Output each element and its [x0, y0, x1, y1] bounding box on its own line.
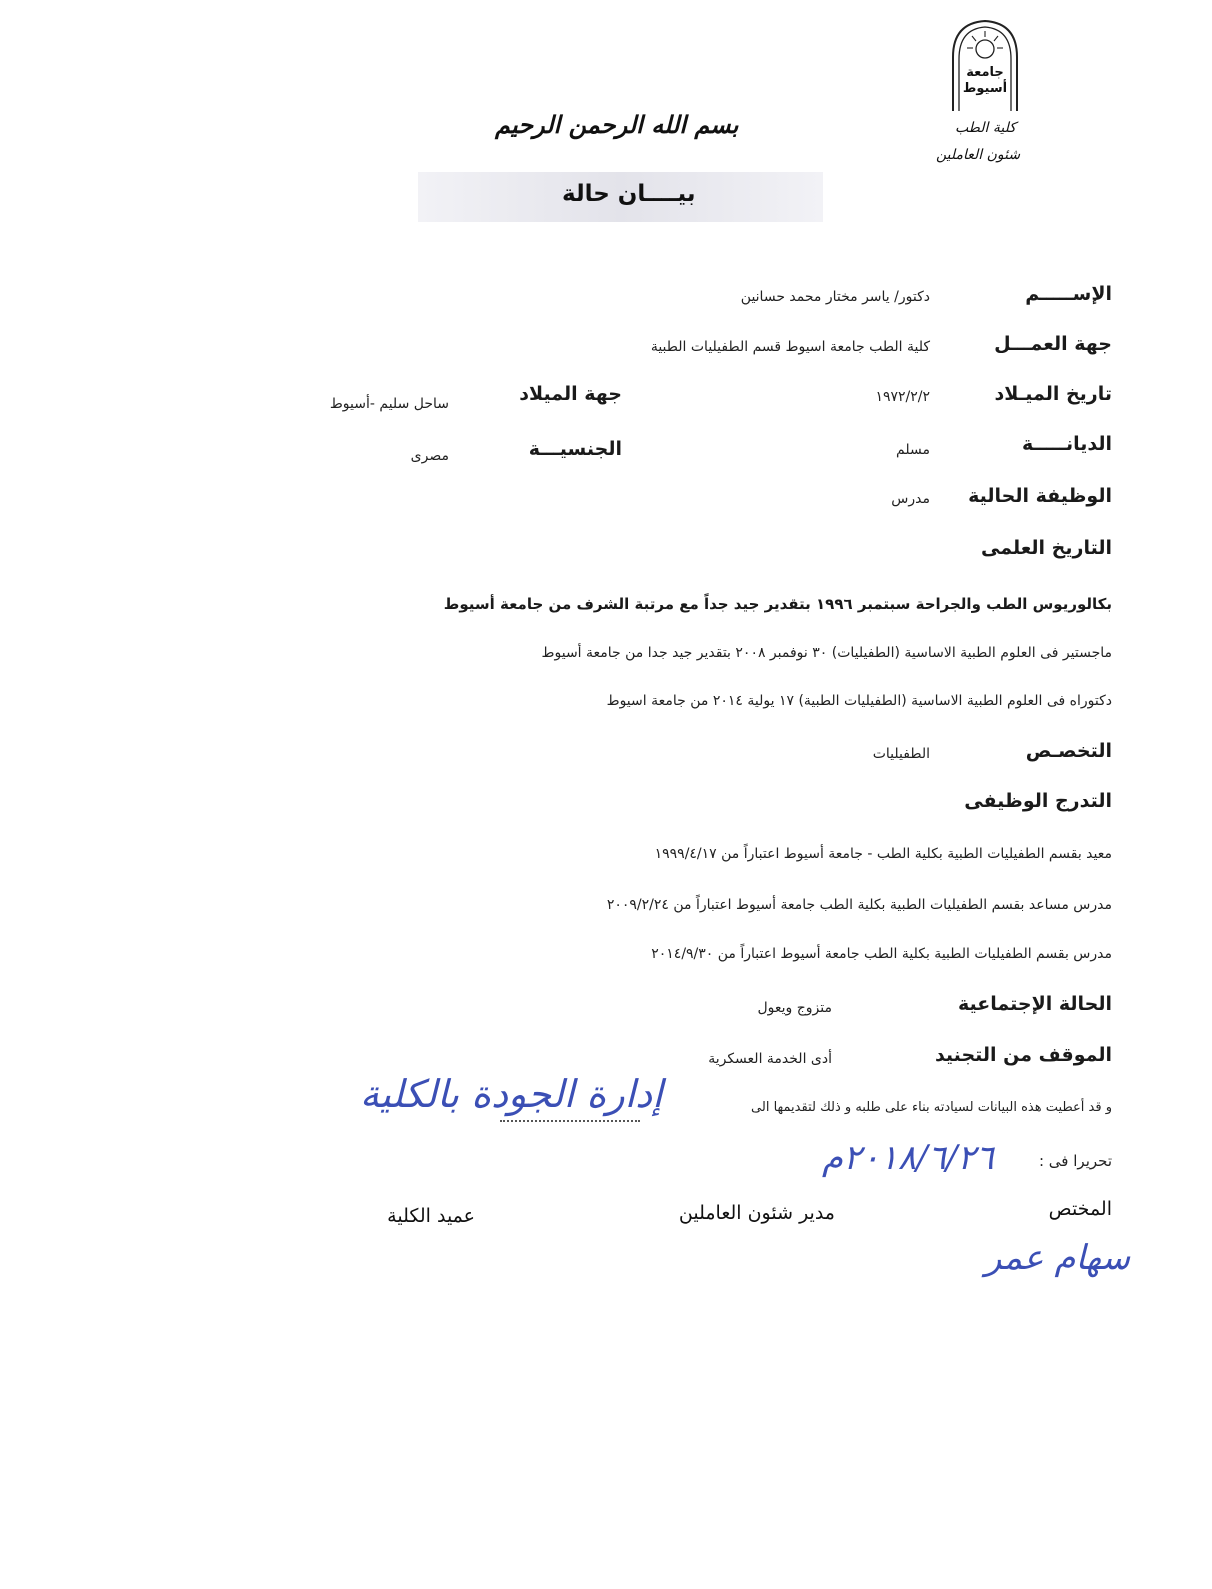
statement-dotted-line — [500, 1120, 640, 1122]
current-job-value: مدرس — [891, 491, 930, 507]
birth-date-value: ١٩٧٢/٢/٢ — [875, 389, 930, 405]
signatory-official: المختص — [1048, 1198, 1112, 1220]
career-item: مدرس مساعد بقسم الطفيليات الطبية بكلية الطب جامعة أسيوط اعتباراً من ٢٠٠٩/٢/٢٤ — [606, 897, 1112, 913]
university-logo — [945, 15, 1025, 115]
official-signature: سهام عمر — [985, 1238, 1131, 1278]
birth-date-label: تاريخ الميـلاد — [994, 383, 1112, 405]
workplace-label: جهة العمـــل — [994, 333, 1112, 355]
nationality-label: الجنسيـــة — [528, 438, 622, 460]
date-label: تحريرا فى : — [1038, 1152, 1112, 1170]
workplace-value: كلية الطب جامعة اسيوط قسم الطفيليات الطبية — [650, 339, 930, 355]
handwritten-recipient: إدارة الجودة بالكلية — [360, 1072, 663, 1116]
statement-text: و قد أعطيت هذه البيانات لسيادته بناء على طلبه و ذلك لتقديمها الى — [751, 1100, 1112, 1115]
signatory-hr-director: مدير شئون العاملين — [678, 1202, 835, 1224]
handwritten-date: ٢٠١٨/٦/٢٦م — [822, 1138, 994, 1178]
birth-place-value: ساحل سليم -أسيوط — [329, 396, 449, 412]
career-item: مدرس بقسم الطفيليات الطبية بكلية الطب جامعة أسيوط اعتباراً من ٢٠١٤/٩/٣٠ — [651, 946, 1112, 962]
academic-history-heading: التاريخ العلمى — [980, 537, 1112, 559]
religion-label: الديانـــــة — [1021, 433, 1112, 455]
religion-value: مسلم — [896, 442, 930, 458]
career-progression-heading: التدرج الوظيفى — [964, 790, 1112, 812]
name-label: الإســـــم — [1025, 283, 1112, 305]
military-status-label: الموقف من التجنيد — [934, 1044, 1112, 1066]
logo-faculty: كلية الطب — [955, 120, 1016, 136]
military-status-value: أدى الخدمة العسكرية — [708, 1051, 832, 1067]
name-value: دكتور/ ياسر مختار محمد حسانين — [740, 289, 930, 305]
academic-item: بكالوريوس الطب والجراحة سبتمبر ١٩٩٦ بتقدير جيد جداً مع مرتبة الشرف من جامعة أسيوط — [443, 595, 1112, 613]
logo-department: شئون العاملين — [936, 147, 1021, 163]
signatory-dean: عميد الكلية — [387, 1205, 475, 1227]
marital-status-value: متزوج ويعول — [757, 1000, 832, 1016]
emblem-text: جامعة أسيوط — [962, 65, 1008, 96]
specialty-value: الطفيليات — [872, 746, 930, 762]
basmala: بسم الله الرحمن الرحيم — [495, 110, 739, 139]
nationality-value: مصرى — [410, 448, 449, 464]
academic-item: دكتوراه فى العلوم الطبية الاساسية (الطفيليات الطبية) ١٧ يولية ٢٠١٤ من جامعة اسيوط — [606, 693, 1112, 709]
specialty-label: التخصـص — [1025, 740, 1112, 762]
marital-status-label: الحالة الإجتماعية — [958, 993, 1112, 1015]
current-job-label: الوظيفة الحالية — [968, 485, 1112, 507]
birth-place-label: جهة الميلاد — [519, 383, 622, 405]
academic-item: ماجستير فى العلوم الطبية الاساسية (الطفيليات) ٣٠ نوفمبر ٢٠٠٨ بتقدير جيد جدا من جامعة أسيوط — [541, 645, 1112, 661]
career-item: معيد بقسم الطفيليات الطبية بكلية الطب - جامعة أسيوط اعتباراً من ١٩٩٩/٤/١٧ — [654, 846, 1112, 862]
page-title: بيــــان حالة — [562, 181, 696, 207]
